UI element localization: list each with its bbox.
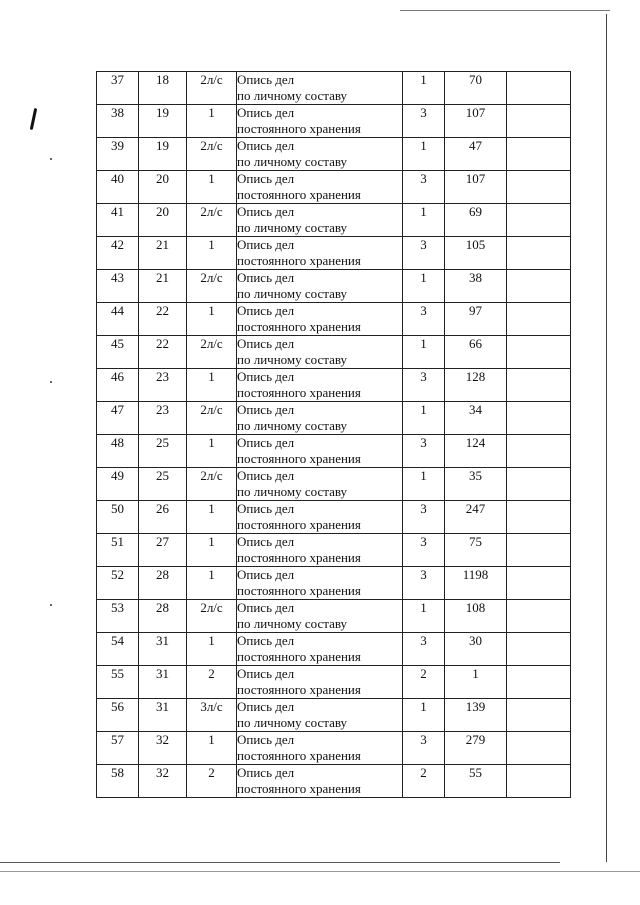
copies-count-cell: 3 [403, 105, 445, 138]
inventory-title-line-2: постоянного хранения [237, 253, 361, 268]
inventory-number-cell: 2л/с [187, 600, 237, 633]
table-row [97, 666, 571, 699]
inventory-table [96, 71, 571, 798]
inventory-title-cell [237, 138, 403, 171]
table-row [97, 204, 571, 237]
inventory-title-line-2: по личному составу [237, 484, 348, 499]
table-row [97, 501, 571, 534]
scan-speck [50, 604, 52, 606]
notes-cell [507, 534, 571, 567]
row-number-cell: 42 [97, 237, 139, 270]
notes-cell [507, 567, 571, 600]
notes-cell [507, 765, 571, 798]
page-edge-shadow [0, 871, 640, 872]
inventory-title-line-2: по личному составу [237, 220, 348, 235]
inventory-title-line-1: Опись дел [237, 666, 295, 681]
items-count-cell: 97 [445, 303, 507, 336]
inventory-number-cell: 2 [187, 666, 237, 699]
table-body [97, 72, 571, 798]
copies-count-cell: 3 [403, 534, 445, 567]
inventory-title-cell [237, 270, 403, 303]
copies-count-cell: 3 [403, 567, 445, 600]
inventory-title-line-2: постоянного хранения [237, 748, 361, 763]
items-count-cell: 107 [445, 171, 507, 204]
inventory-number-cell: 1 [187, 435, 237, 468]
items-count-cell: 66 [445, 336, 507, 369]
inventory-number-cell: 1 [187, 237, 237, 270]
row-number-cell: 57 [97, 732, 139, 765]
notes-cell [507, 270, 571, 303]
copies-count-cell: 1 [403, 270, 445, 303]
inventory-title-cell [237, 237, 403, 270]
copies-count-cell: 1 [403, 699, 445, 732]
notes-cell [507, 237, 571, 270]
notes-cell [507, 171, 571, 204]
notes-cell [507, 303, 571, 336]
copies-count-cell: 1 [403, 72, 445, 105]
table-row [97, 732, 571, 765]
inventory-title-line-1: Опись дел [237, 369, 295, 384]
table-row [97, 402, 571, 435]
row-number-cell: 43 [97, 270, 139, 303]
items-count-cell: 75 [445, 534, 507, 567]
table-row [97, 171, 571, 204]
table-row [97, 336, 571, 369]
table-row [97, 138, 571, 171]
copies-count-cell: 1 [403, 402, 445, 435]
inventory-number-cell: 1 [187, 105, 237, 138]
inventory-title-cell [237, 402, 403, 435]
row-number-cell: 56 [97, 699, 139, 732]
inventory-title-cell [237, 732, 403, 765]
notes-cell [507, 204, 571, 237]
fund-number-cell: 23 [139, 402, 187, 435]
inventory-title-line-1: Опись дел [237, 303, 295, 318]
items-count-cell: 55 [445, 765, 507, 798]
inventory-number-cell: 1 [187, 369, 237, 402]
copies-count-cell: 1 [403, 138, 445, 171]
inventory-number-cell: 1 [187, 633, 237, 666]
fund-number-cell: 18 [139, 72, 187, 105]
copies-count-cell: 3 [403, 633, 445, 666]
fund-number-cell: 31 [139, 699, 187, 732]
inventory-title-line-1: Опись дел [237, 270, 295, 285]
items-count-cell: 128 [445, 369, 507, 402]
inventory-number-cell: 1 [187, 567, 237, 600]
table-row [97, 72, 571, 105]
row-number-cell: 47 [97, 402, 139, 435]
inventory-number-cell: 2л/с [187, 138, 237, 171]
row-number-cell: 50 [97, 501, 139, 534]
items-count-cell: 105 [445, 237, 507, 270]
inventory-title-line-1: Опись дел [237, 336, 295, 351]
copies-count-cell: 3 [403, 369, 445, 402]
inventory-title-cell [237, 567, 403, 600]
inventory-title-line-2: по личному составу [237, 88, 348, 103]
items-count-cell: 1 [445, 666, 507, 699]
fund-number-cell: 27 [139, 534, 187, 567]
copies-count-cell: 1 [403, 204, 445, 237]
inventory-title-cell [237, 171, 403, 204]
inventory-number-cell: 2л/с [187, 270, 237, 303]
table-row [97, 105, 571, 138]
fund-number-cell: 23 [139, 369, 187, 402]
row-number-cell: 49 [97, 468, 139, 501]
inventory-number-cell: 1 [187, 501, 237, 534]
notes-cell [507, 633, 571, 666]
table-row [97, 600, 571, 633]
inventory-title-cell [237, 336, 403, 369]
inventory-title-cell [237, 699, 403, 732]
page-edge-bottom [0, 862, 560, 863]
inventory-title-line-2: постоянного хранения [237, 649, 361, 664]
items-count-cell: 35 [445, 468, 507, 501]
notes-cell [507, 699, 571, 732]
fund-number-cell: 31 [139, 633, 187, 666]
inventory-number-cell: 2 [187, 765, 237, 798]
inventory-title-line-2: постоянного хранения [237, 781, 361, 796]
fund-number-cell: 31 [139, 666, 187, 699]
row-number-cell: 51 [97, 534, 139, 567]
inventory-number-cell: 2л/с [187, 336, 237, 369]
notes-cell [507, 666, 571, 699]
fund-number-cell: 21 [139, 270, 187, 303]
notes-cell [507, 468, 571, 501]
items-count-cell: 279 [445, 732, 507, 765]
inventory-title-cell [237, 105, 403, 138]
fund-number-cell: 19 [139, 105, 187, 138]
inventory-title-line-1: Опись дел [237, 600, 295, 615]
inventory-title-line-2: постоянного хранения [237, 187, 361, 202]
items-count-cell: 107 [445, 105, 507, 138]
inventory-number-cell: 3л/с [187, 699, 237, 732]
scan-speck [50, 381, 52, 383]
inventory-title-line-1: Опись дел [237, 468, 295, 483]
row-number-cell: 37 [97, 72, 139, 105]
inventory-title-cell [237, 666, 403, 699]
copies-count-cell: 3 [403, 501, 445, 534]
fund-number-cell: 20 [139, 204, 187, 237]
copies-count-cell: 1 [403, 600, 445, 633]
inventory-title-line-2: постоянного хранения [237, 550, 361, 565]
inventory-title-line-1: Опись дел [237, 765, 295, 780]
copies-count-cell: 2 [403, 765, 445, 798]
items-count-cell: 34 [445, 402, 507, 435]
inventory-title-cell [237, 468, 403, 501]
inventory-number-cell: 2л/с [187, 402, 237, 435]
notes-cell [507, 600, 571, 633]
inventory-title-cell [237, 303, 403, 336]
table-row [97, 303, 571, 336]
inventory-title-cell [237, 72, 403, 105]
scan-speck [50, 158, 52, 160]
row-number-cell: 45 [97, 336, 139, 369]
inventory-number-cell: 1 [187, 171, 237, 204]
inventory-title-line-2: по личному составу [237, 352, 348, 367]
copies-count-cell: 1 [403, 336, 445, 369]
row-number-cell: 41 [97, 204, 139, 237]
inventory-title-cell [237, 534, 403, 567]
inventory-title-line-2: по личному составу [237, 418, 348, 433]
inventory-title-line-2: по личному составу [237, 616, 348, 631]
items-count-cell: 38 [445, 270, 507, 303]
table-row [97, 765, 571, 798]
items-count-cell: 69 [445, 204, 507, 237]
items-count-cell: 247 [445, 501, 507, 534]
row-number-cell: 46 [97, 369, 139, 402]
row-number-cell: 53 [97, 600, 139, 633]
notes-cell [507, 105, 571, 138]
copies-count-cell: 3 [403, 732, 445, 765]
inventory-title-cell [237, 369, 403, 402]
inventory-title-line-2: постоянного хранения [237, 121, 361, 136]
notes-cell [507, 402, 571, 435]
copies-count-cell: 1 [403, 468, 445, 501]
inventory-title-line-2: постоянного хранения [237, 451, 361, 466]
inventory-title-cell [237, 633, 403, 666]
table-row [97, 270, 571, 303]
row-number-cell: 52 [97, 567, 139, 600]
items-count-cell: 139 [445, 699, 507, 732]
fund-number-cell: 21 [139, 237, 187, 270]
copies-count-cell: 3 [403, 303, 445, 336]
copies-count-cell: 2 [403, 666, 445, 699]
inventory-number-cell: 2л/с [187, 72, 237, 105]
row-number-cell: 40 [97, 171, 139, 204]
inventory-title-line-2: постоянного хранения [237, 385, 361, 400]
table-row [97, 435, 571, 468]
inventory-title-line-2: постоянного хранения [237, 583, 361, 598]
copies-count-cell: 3 [403, 171, 445, 204]
inventory-number-cell: 1 [187, 534, 237, 567]
inventory-number-cell: 2л/с [187, 468, 237, 501]
inventory-title-line-2: постоянного хранения [237, 682, 361, 697]
inventory-title-cell [237, 204, 403, 237]
fund-number-cell: 25 [139, 468, 187, 501]
table-row [97, 633, 571, 666]
notes-cell [507, 369, 571, 402]
row-number-cell: 39 [97, 138, 139, 171]
inventory-title-line-2: постоянного хранения [237, 517, 361, 532]
fund-number-cell: 20 [139, 171, 187, 204]
table-row [97, 699, 571, 732]
inventory-title-cell [237, 765, 403, 798]
row-number-cell: 58 [97, 765, 139, 798]
inventory-title-line-1: Опись дел [237, 204, 295, 219]
inventory-title-line-2: постоянного хранения [237, 319, 361, 334]
inventory-title-cell [237, 501, 403, 534]
inventory-title-line-1: Опись дел [237, 138, 295, 153]
inventory-number-cell: 1 [187, 303, 237, 336]
table-row [97, 534, 571, 567]
inventory-title-line-1: Опись дел [237, 534, 295, 549]
notes-cell [507, 501, 571, 534]
inventory-title-line-1: Опись дел [237, 72, 295, 87]
row-number-cell: 48 [97, 435, 139, 468]
copies-count-cell: 3 [403, 435, 445, 468]
table-row [97, 237, 571, 270]
notes-cell [507, 732, 571, 765]
inventory-title-line-1: Опись дел [237, 402, 295, 417]
inventory-title-line-1: Опись дел [237, 567, 295, 582]
inventory-title-line-1: Опись дел [237, 435, 295, 450]
notes-cell [507, 138, 571, 171]
inventory-number-cell: 1 [187, 732, 237, 765]
inventory-title-line-1: Опись дел [237, 699, 295, 714]
inventory-title-line-2: по личному составу [237, 286, 348, 301]
page-edge-top [400, 10, 610, 11]
inventory-title-line-1: Опись дел [237, 171, 295, 186]
inventory-title-cell [237, 600, 403, 633]
fund-number-cell: 28 [139, 567, 187, 600]
row-number-cell: 54 [97, 633, 139, 666]
items-count-cell: 70 [445, 72, 507, 105]
items-count-cell: 124 [445, 435, 507, 468]
page-edge-right [606, 14, 607, 862]
inventory-title-line-1: Опись дел [237, 237, 295, 252]
table-row [97, 369, 571, 402]
pen-mark [30, 108, 38, 130]
inventory-title-line-2: по личному составу [237, 715, 348, 730]
fund-number-cell: 22 [139, 336, 187, 369]
table-row [97, 567, 571, 600]
items-count-cell: 108 [445, 600, 507, 633]
items-count-cell: 1198 [445, 567, 507, 600]
notes-cell [507, 72, 571, 105]
fund-number-cell: 26 [139, 501, 187, 534]
inventory-title-line-1: Опись дел [237, 501, 295, 516]
fund-number-cell: 25 [139, 435, 187, 468]
fund-number-cell: 32 [139, 732, 187, 765]
table-row [97, 468, 571, 501]
row-number-cell: 55 [97, 666, 139, 699]
copies-count-cell: 3 [403, 237, 445, 270]
inventory-title-line-1: Опись дел [237, 105, 295, 120]
inventory-title-line-2: по личному составу [237, 154, 348, 169]
row-number-cell: 38 [97, 105, 139, 138]
fund-number-cell: 22 [139, 303, 187, 336]
row-number-cell: 44 [97, 303, 139, 336]
items-count-cell: 30 [445, 633, 507, 666]
notes-cell [507, 435, 571, 468]
items-count-cell: 47 [445, 138, 507, 171]
inventory-title-cell [237, 435, 403, 468]
inventory-number-cell: 2л/с [187, 204, 237, 237]
inventory-title-line-1: Опись дел [237, 633, 295, 648]
fund-number-cell: 19 [139, 138, 187, 171]
fund-number-cell: 32 [139, 765, 187, 798]
fund-number-cell: 28 [139, 600, 187, 633]
inventory-title-line-1: Опись дел [237, 732, 295, 747]
notes-cell [507, 336, 571, 369]
